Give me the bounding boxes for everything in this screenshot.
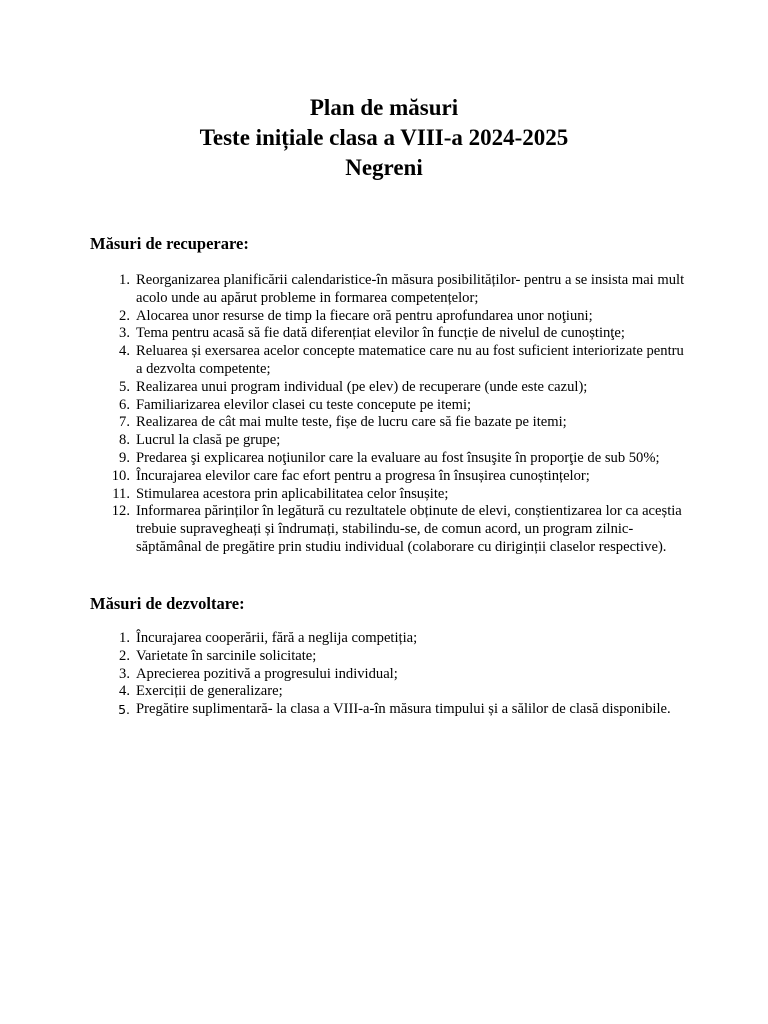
item-number: 5. <box>119 378 130 395</box>
development-heading: Măsuri de dezvoltare: <box>90 594 245 613</box>
recovery-list <box>90 272 690 557</box>
list-item <box>90 272 690 308</box>
item-number: 1. <box>119 272 130 288</box>
item-text: Aprecierea pozitivă a progresului individual; <box>136 665 398 682</box>
item-text: Reluarea și exersarea acelor concepte matematice care nu au fost suficient interiorizate pentru a dezvolta competente; <box>136 343 684 377</box>
list-item <box>90 414 690 432</box>
list-item <box>90 468 690 486</box>
item-number: 4. <box>119 343 130 360</box>
list-item <box>90 308 690 326</box>
item-text: Predarea şi explicarea noţiunilor care la evaluare au fost însuşite în proporţie de sub 50%; <box>136 449 660 466</box>
item-text: Încurajarea cooperării, fără a neglija competiția; <box>136 630 418 646</box>
item-number: 10. <box>111 467 130 484</box>
item-text: Exerciții de generalizare; <box>136 683 283 700</box>
item-number: 9. <box>119 449 130 466</box>
list-item <box>90 450 690 468</box>
title-line-2: Teste inițiale clasa a VIII-a 2024-2025 <box>199 125 569 150</box>
item-number: 5. <box>118 702 130 718</box>
item-text: Alocarea unor resurse de timp la fiecare oră pentru aprofundarea unor noţiuni; <box>136 307 593 324</box>
list-item <box>90 503 690 556</box>
list-item <box>90 432 690 450</box>
item-number: 2. <box>119 307 130 324</box>
list-item <box>90 397 690 415</box>
item-number: 3. <box>119 325 130 342</box>
recovery-heading: Măsuri de recuperare: <box>90 234 249 253</box>
development-list <box>90 630 690 719</box>
item-text: Varietate în sarcinile solicitate; <box>136 647 317 664</box>
list-item <box>90 630 690 648</box>
list-item <box>90 648 690 666</box>
list-item <box>90 683 690 701</box>
document-title <box>0 93 768 183</box>
item-text: Pregătire suplimentară- la clasa a VIII-a-în măsura timpului și a sălilor de clasă disponibile. <box>136 701 671 718</box>
item-number: 2. <box>119 647 130 664</box>
item-number: 12. <box>111 503 130 520</box>
item-text: Realizarea unui program individual (pe elev) de recuperare (unde este cazul); <box>136 378 588 395</box>
item-number: 7. <box>119 414 130 431</box>
item-number: 8. <box>119 432 130 449</box>
title-line-3: Negreni <box>345 155 423 180</box>
list-item <box>90 343 690 379</box>
list-item <box>90 486 690 504</box>
item-text: Lucrul la clasă pe grupe; <box>136 432 281 449</box>
item-text: Stimularea acestora prin aplicabilitatea celor însușite; <box>136 485 449 502</box>
item-number: 3. <box>119 665 130 682</box>
item-number: 6. <box>119 396 130 413</box>
item-text: Realizarea de cât mai multe teste, fișe de lucru care să fie bazate pe itemi; <box>136 414 567 431</box>
item-number: 11. <box>112 485 130 502</box>
item-text: Informarea părinților în legătură cu rezultatele obținute de elevi, conștientizarea lor ca aceștia trebuie supravegheați și îndrumați, stabilindu-se, de comun acord, un program zilnic-săptămânal de pregătire prin studiu individual (colaborare cu diriginții claselor respective). <box>136 503 682 555</box>
item-text: Încurajarea elevilor care fac efort pentru a progresa în însușirea cunoștințelor; <box>136 467 590 484</box>
item-text: Familiarizarea elevilor clasei cu teste concepute pe itemi; <box>136 396 472 413</box>
list-item <box>90 701 690 719</box>
item-text: Reorganizarea planificării calendaristice-în măsura posibilităților- pentru a se insista mai mult acolo unde au apărut probleme in formarea competențelor; <box>136 272 685 306</box>
item-text: Tema pentru acasă să fie dată diferențiat elevilor în funcție de nivelul de cunoștinţe; <box>136 325 625 342</box>
item-number: 1. <box>119 630 130 646</box>
item-number: 4. <box>119 683 130 700</box>
list-item <box>90 379 690 397</box>
title-line-1: Plan de măsuri <box>309 95 459 120</box>
list-item <box>90 325 690 343</box>
list-item <box>90 666 690 684</box>
